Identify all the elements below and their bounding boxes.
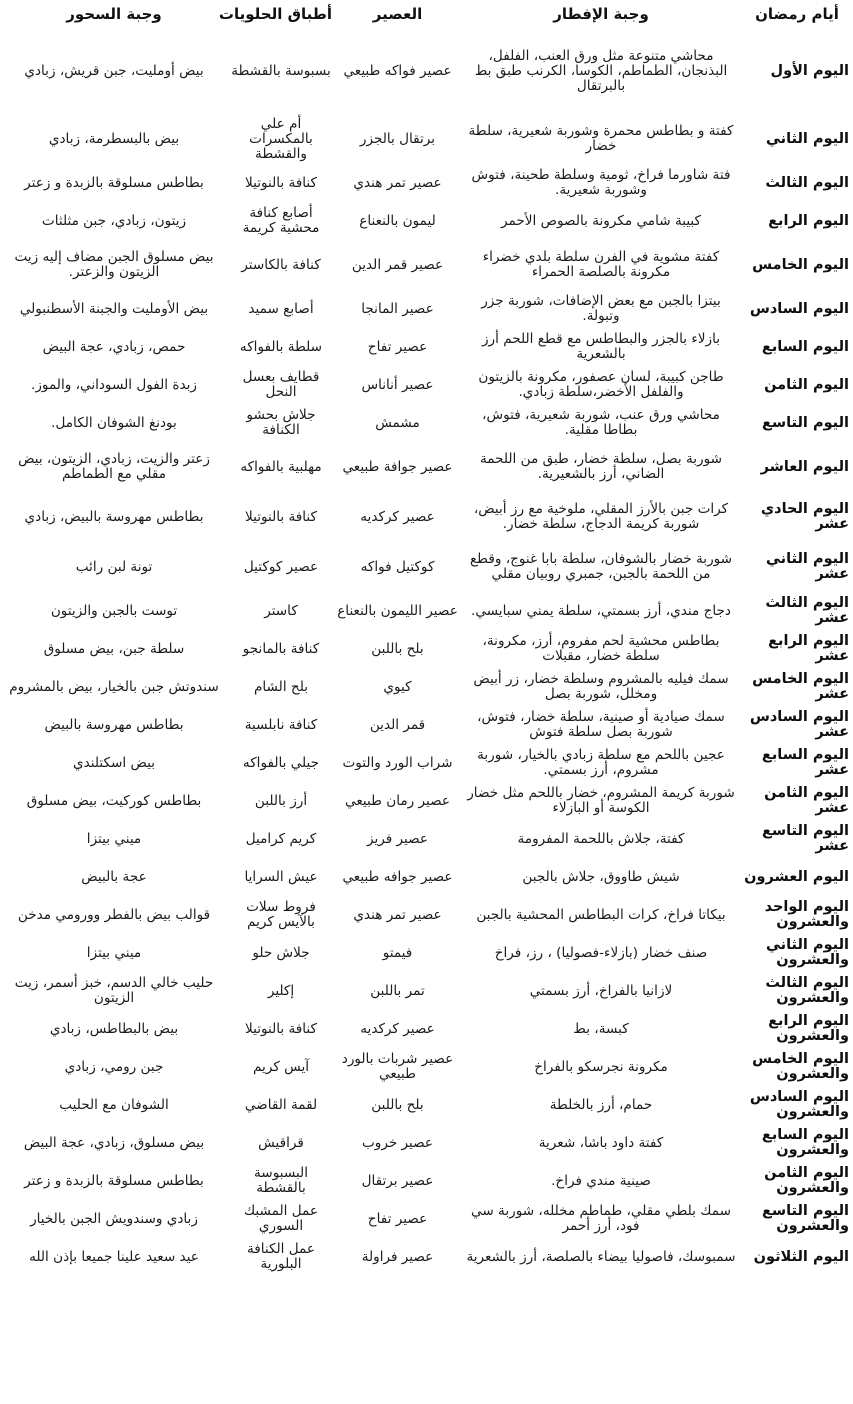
suhoor-cell: زيتون، زبادي، جبن مثلثات [41, 212, 187, 229]
juice-cell: عصير جوافة طبيعي [342, 458, 453, 475]
dessert-cell: كنافة بالكاستر [241, 256, 321, 273]
juice-cell: بلح باللبن [371, 640, 424, 657]
iftar-cell: سمبوسك، فاصوليا بيضاء بالصلصة، أرز بالشعرية [466, 1248, 736, 1265]
dessert-cell: قراقيش [258, 1134, 304, 1151]
suhoor-cell: حليب خالي الدسم، خبز أسمر، زيت الزيتون [14, 975, 214, 1006]
dessert-cell: قطايف بعسل النحل [242, 369, 320, 400]
suhoor-cell: عيد سعيد علينا جميعا بإذن الله [29, 1248, 199, 1265]
dessert-cell: كنافة بالنوتيلا [244, 174, 317, 191]
juice-cell: عصير المانجا [361, 300, 434, 317]
day-cell: اليوم الرابع عشر [768, 633, 849, 664]
day-cell: اليوم الثالث والعشرون [765, 975, 849, 1006]
dessert-cell: بلح الشام [254, 678, 308, 695]
iftar-cell: محاشي ورق عنب، شوربة شعيرية، فتوش، بطاطا مقلية. [482, 407, 720, 438]
dessert-cell: أصابع سميد [248, 300, 314, 317]
suhoor-cell: تونة لبن رائب [75, 558, 153, 575]
iftar-cell: صنف خضار (بازلاء-فصوليا) ، رز، فراخ [494, 944, 708, 961]
suhoor-cell: زبدة الفول السوداني، والموز. [31, 376, 197, 393]
suhoor-cell: بيض بالبسطرمة، زبادي [48, 130, 180, 147]
table-row [0, 896, 853, 934]
juice-cell: عصير تمر هندي [353, 906, 442, 923]
iftar-cell: دجاج مندي، أرز بسمتي، سلطة يمني سبايسي. [471, 602, 731, 619]
iftar-cell: مكرونة نجرسكو بالفراخ [534, 1058, 668, 1075]
juice-cell: عصير رمان طبيعي [344, 792, 451, 809]
day-cell: اليوم السادس عشر [749, 709, 849, 740]
dessert-cell: كنافة نابلسية [244, 716, 318, 733]
juice-cell: عصير فراولة [361, 1248, 434, 1265]
iftar-cell: كفتة، جلاش باللحمة المفرومة [517, 830, 685, 847]
table-row [0, 1200, 853, 1238]
iftar-cell: شوربة كريمة المشروم، خضار باللحم مثل خضار الكوسة أو البازلاء [467, 785, 735, 816]
table-row [0, 328, 853, 366]
day-cell: اليوم الثاني [766, 130, 849, 147]
juice-cell: عصير كركديه [360, 508, 435, 525]
dessert-cell: سلطة بالفواكه [239, 338, 323, 355]
table-row [0, 668, 853, 706]
day-cell: اليوم الثاني عشر [766, 551, 849, 582]
juice-cell: برتقال بالجزر [359, 130, 436, 147]
iftar-cell: بازلاء بالجزر والبطاطس مع قطع اللحم أرز بالشعرية [481, 331, 721, 362]
suhoor-cell: بطاطس مهروسة بالبيض [44, 716, 184, 733]
table-row [0, 542, 853, 592]
day-cell: اليوم الخامس والعشرون [752, 1051, 849, 1082]
day-cell: اليوم السادس [749, 300, 849, 317]
juice-cell: عصير برتقال [361, 1172, 434, 1189]
table-row [0, 28, 853, 114]
table-row [0, 442, 853, 492]
day-cell: اليوم السابع عشر [761, 747, 849, 778]
iftar-cell: كفتة مشوية في الفرن سلطة بلدي خضراء مكرونة بالصلصة الحمراء [482, 249, 720, 280]
table-row [0, 858, 853, 896]
table-row [0, 202, 853, 240]
juice-cell: عصير كركديه [360, 1020, 435, 1037]
juice-cell: كيوي [383, 678, 412, 695]
iftar-cell: صينية مندي فراخ. [551, 1172, 651, 1189]
day-cell: اليوم الخامس [752, 256, 849, 273]
table-row [0, 630, 853, 668]
iftar-cell: بيكاتا فراخ، كرات البطاطس المحشية بالجبن [476, 906, 726, 923]
day-cell: اليوم الخامس عشر [752, 671, 849, 702]
suhoor-cell: زبادي وسندويش الجبن بالخيار [30, 1210, 198, 1227]
day-cell: اليوم الثامن والعشرون [764, 1165, 849, 1196]
suhoor-cell: حمص، زبادي، عجة البيض [42, 338, 186, 355]
suhoor-cell: عجة بالبيض [81, 868, 147, 885]
dessert-cell: جلاش حلو [252, 944, 310, 961]
suhoor-cell: بطاطس مسلوقة بالزبدة و زعتر [24, 174, 204, 191]
table-row [0, 820, 853, 858]
suhoor-cell: توست بالجبن والزيتون [50, 602, 178, 619]
iftar-cell: عجين باللحم مع سلطة زبادي بالخيار، شوربة مشروم، أرز بسمتي. [477, 747, 725, 778]
juice-cell: كوكتيل فواكه [360, 558, 435, 575]
dessert-cell: كريم كراميل [245, 830, 317, 847]
juice-cell: تمر باللبن [370, 982, 425, 999]
dessert-cell: أم علي بالمكسرات والقشطة [249, 115, 313, 162]
juice-cell: مشمش [375, 414, 420, 431]
dessert-cell: عيش السرايا [244, 868, 318, 885]
iftar-cell: سمك فيليه بالمشروم وسلطة خضار، زر أبيض ومخلل، شوربة بصل [473, 671, 729, 702]
header-iftar: وجبة الإفطار [553, 5, 649, 23]
iftar-cell: كفتة داود باشا، شعرية [538, 1134, 664, 1151]
header-juice: العصير [372, 5, 423, 23]
table-body [0, 28, 853, 1276]
table-row [0, 492, 853, 542]
iftar-cell: كبسة، بط [573, 1020, 629, 1037]
iftar-cell: سمك صيادية أو صينية، سلطة خضار، فتوش، شوربة بصل سلطة فتوش [477, 709, 725, 740]
dessert-cell: جلاش بحشو الكنافة [246, 407, 316, 438]
suhoor-cell: سلطة جبن، بيض مسلوق [43, 640, 185, 657]
iftar-cell: بيتزا بالجبن مع بعض الإضافات، شوربة جزر وتبولة. [481, 293, 721, 324]
ramadan-meal-table [0, 4, 853, 1276]
day-cell: اليوم الواحد والعشرون [764, 899, 849, 930]
day-cell: اليوم الرابع [768, 212, 849, 229]
suhoor-cell: بيض بالبطاطس، زبادي [49, 1020, 179, 1037]
day-cell: اليوم السابع والعشرون [761, 1127, 849, 1158]
juice-cell: عصير تفاح [367, 338, 428, 355]
table-row [0, 240, 853, 290]
day-cell: اليوم التاسع والعشرون [761, 1203, 849, 1234]
dessert-cell: جيلي بالفواكه [242, 754, 320, 771]
table-row [0, 744, 853, 782]
dessert-cell: عمل الكنافة البلورية [246, 1241, 316, 1272]
header-suhoor: وجبة السحور [66, 5, 162, 23]
table-row [0, 706, 853, 744]
day-cell: اليوم التاسع [761, 414, 849, 431]
iftar-cell: فتة شاورما فراخ، ثومية وسلطة طحينة، فتوش وشوربة شعيرية. [471, 167, 731, 198]
day-cell: اليوم الثاني والعشرون [766, 937, 849, 968]
juice-cell: عصير تمر هندي [353, 174, 442, 191]
dessert-cell: لقمة القاضي [244, 1096, 318, 1113]
day-cell: اليوم الثامن عشر [764, 785, 849, 816]
table-row [0, 404, 853, 442]
day-cell: اليوم التاسع عشر [761, 823, 849, 854]
juice-cell: عصير أناناس [361, 376, 434, 393]
dessert-cell: مهلبية بالفواكه [240, 458, 322, 475]
table-row [0, 164, 853, 202]
dessert-cell: كنافة بالنوتيلا [244, 508, 317, 525]
day-cell: اليوم السابع [761, 338, 849, 355]
juice-cell: عصير تفاح [367, 1210, 428, 1227]
table-row [0, 592, 853, 630]
table-row [0, 1048, 853, 1086]
day-cell: اليوم العشرون [744, 868, 849, 885]
dessert-cell: إكلير [267, 982, 295, 999]
juice-cell: شراب الورد والتوت [342, 754, 453, 771]
table-row [0, 934, 853, 972]
dessert-cell: البسبوسة بالقشطة [254, 1165, 308, 1196]
iftar-cell: محاشي متنوعة مثل ورق العنب، الفلفل، البذنجان، الطماطم، الكوسا، الكرنب طبق بط بالبرتقال [474, 47, 728, 94]
suhoor-cell: جبن رومي، زبادي [64, 1058, 164, 1075]
suhoor-cell: بطاطس مسلوقة بالزبدة و زعتر [24, 1172, 204, 1189]
table-row [0, 366, 853, 404]
juice-cell: عصير الليمون بالنعناع [337, 602, 458, 619]
suhoor-cell: الشوفان مع الحليب [59, 1096, 169, 1113]
dessert-cell: أرز باللبن [254, 792, 308, 809]
iftar-cell: سمك بلطي مقلي، طماطم مخلله، شوربة سي فود، أرز أحمر [471, 1203, 731, 1234]
juice-cell: ليمون بالنعناع [359, 212, 436, 229]
day-cell: اليوم الثالث [765, 174, 849, 191]
juice-cell: عصير جوافه طبيعي [342, 868, 453, 885]
juice-cell: عصير خروب [361, 1134, 434, 1151]
day-cell: اليوم الثامن [764, 376, 849, 393]
suhoor-cell: بطاطس كوركيت، بيض مسلوق [26, 792, 202, 809]
day-cell: اليوم الثالث عشر [765, 595, 849, 626]
header-row [0, 4, 853, 28]
suhoor-cell: قوالب بيض بالفطر وورومي مدخن [17, 906, 211, 923]
table-header [0, 4, 853, 28]
table-row [0, 1010, 853, 1048]
day-cell: اليوم السادس والعشرون [749, 1089, 849, 1120]
juice-cell: عصير قمر الدين [351, 256, 444, 273]
iftar-cell: كرات جبن بالأرز المقلي، ملوخية مع رز أبيض، شوربة كريمة الدجاج، سلطة خضار. [473, 501, 729, 532]
iftar-cell: حمام، أرز بالخلطة [549, 1096, 653, 1113]
juice-cell: عصير فواكه طبيعي [343, 62, 452, 79]
table-row [0, 782, 853, 820]
juice-cell: عصير شربات بالورد طبيعي [341, 1051, 454, 1082]
suhoor-cell: بيض مسلوق، زبادي، عجة البيض [23, 1134, 205, 1151]
table-row [0, 1238, 853, 1276]
suhoor-cell: بيض مسلوق الجبن مضاف إليه زيت الزيتون والزعتر. [14, 249, 214, 280]
suhoor-cell: ميني بيتزا [86, 944, 142, 961]
day-cell: اليوم الأول [770, 62, 849, 79]
suhoor-cell: بيض أومليت، جبن قريش، زبادي [24, 62, 204, 79]
suhoor-cell: زعتر والزيت، زبادي، الزيتون، بيض مقلي مع الطماطم [18, 451, 210, 482]
iftar-cell: بطاطس محشية لحم مفروم، أرز، مكرونة، سلطة خضار، مقبلات [482, 633, 720, 664]
suhoor-cell: سندوتش جبن بالخيار، بيض بالمشروم [9, 678, 219, 695]
iftar-cell: شوربة بصل، سلطة خضار، طبق من اللحمة الضاني، أرز بالشعيرية. [479, 451, 723, 482]
iftar-cell: طاجن كبيبة، لسان عصفور، مكرونة بالزيتون والفلفل الأخضر،سلطة زبادي. [478, 369, 724, 400]
iftar-cell: لازانيا بالفراخ، أرز بسمتي [529, 982, 673, 999]
table-row [0, 290, 853, 328]
juice-cell: بلح باللبن [371, 1096, 424, 1113]
table-row [0, 1124, 853, 1162]
dessert-cell: كاستر [264, 602, 298, 619]
suhoor-cell: بطاطس مهروسة بالبيض، زبادي [24, 508, 204, 525]
dessert-cell: عمل المشبك السوري [243, 1203, 319, 1234]
iftar-cell: شيش طاووق، جلاش بالجبن [522, 868, 680, 885]
juice-cell: عصير فريز [366, 830, 429, 847]
iftar-cell: كبيبة شامي مكرونة بالصوص الأحمر [500, 212, 702, 229]
iftar-cell: شوربة خضار بالشوفان، سلطة بابا غنوج، وقطع من اللحمة بالجبن، جمبري روبيان مقلي [469, 551, 733, 582]
suhoor-cell: ميني بيتزا [86, 830, 142, 847]
juice-cell: قمر الدين [369, 716, 426, 733]
dessert-cell: بسبوسة بالقشطة [231, 62, 331, 79]
dessert-cell: كنافة بالمانجو [242, 640, 320, 657]
dessert-cell: آيس كريم [252, 1058, 309, 1075]
table-row [0, 114, 853, 164]
header-day: أيام رمضان [755, 5, 839, 23]
dessert-cell: كنافة بالنوتيلا [244, 1020, 317, 1037]
iftar-cell: كفتة و بطاطس محمرة وشوربة شعيرية، سلطة خضار [468, 123, 734, 154]
suhoor-cell: بيض الأومليت والجبنة الأسطنبولي [19, 300, 209, 317]
table-row [0, 972, 853, 1010]
dessert-cell: عصير كوكتيل [243, 558, 319, 575]
juice-cell: فيمتو [382, 944, 413, 961]
dessert-cell: فروط سلات بالآيس كريم [246, 899, 316, 930]
day-cell: اليوم العاشر [760, 458, 849, 475]
dessert-cell: أصابع كنافة محشية كريمة [242, 205, 320, 236]
day-cell: اليوم الثلاثون [753, 1248, 849, 1265]
header-dessert: أطباق الحلويات [218, 5, 332, 23]
day-cell: اليوم الحادي عشر [760, 501, 849, 532]
suhoor-cell: بودنغ الشوفان الكامل. [51, 414, 177, 431]
suhoor-cell: بيض اسكتلندي [72, 754, 155, 771]
table-row [0, 1086, 853, 1124]
day-cell: اليوم الرابع والعشرون [768, 1013, 849, 1044]
table-row [0, 1162, 853, 1200]
